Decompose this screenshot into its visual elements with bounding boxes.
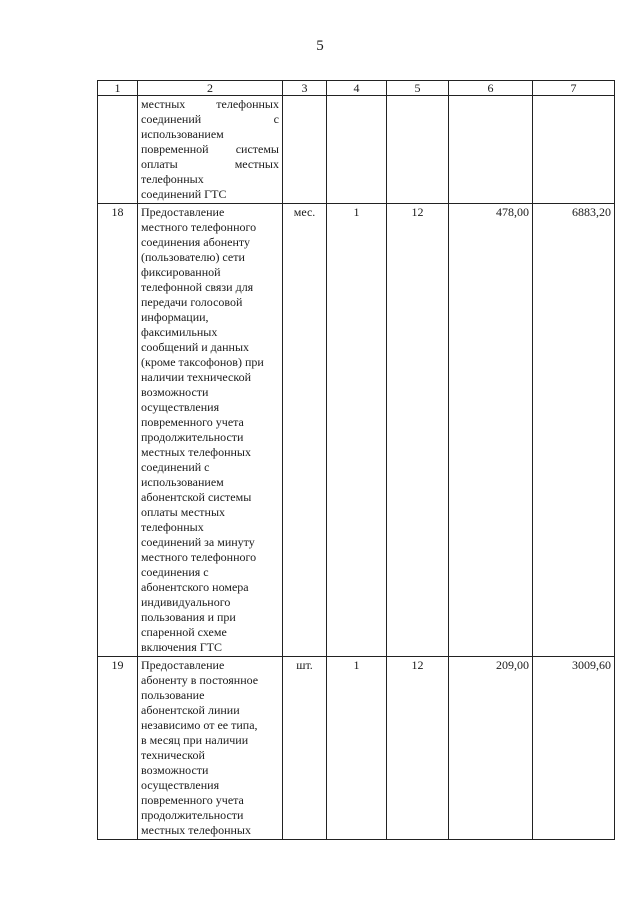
description-line: местных телефонных	[141, 445, 251, 459]
description-line: повременного учета	[141, 793, 244, 807]
column-header-4: 4	[327, 81, 387, 96]
description-line: абонентского номера	[141, 580, 249, 594]
description-line: соединений с	[141, 112, 279, 126]
column-header-5: 5	[387, 81, 449, 96]
quantity-cell: 1	[327, 657, 387, 840]
description-line: осуществления	[141, 400, 220, 414]
description-line: соединений ГТС	[141, 187, 227, 201]
description-line: пользования и при	[141, 610, 236, 624]
description-line: возможности	[141, 385, 209, 399]
column-header-6: 6	[449, 81, 533, 96]
description-line: использованием	[141, 127, 224, 141]
description-line: фиксированной	[141, 265, 221, 279]
description-line: осуществления	[141, 778, 220, 792]
quantity-cell: 1	[327, 204, 387, 657]
months-cell: 12	[387, 204, 449, 657]
description-line: абонентской линии	[141, 703, 240, 717]
description-line: продолжительности	[141, 808, 244, 822]
description-line: Предоставление	[141, 658, 225, 672]
description-line: индивидуального	[141, 595, 231, 609]
description-line: абоненту в постоянное	[141, 673, 259, 687]
unit-cell: шт.	[283, 657, 327, 840]
description-line: повременного учета	[141, 415, 244, 429]
description-line: телефонной связи для	[141, 280, 254, 294]
description-line: продолжительности	[141, 430, 244, 444]
description-line: соединения с	[141, 565, 209, 579]
description-line: Предоставление	[141, 205, 225, 219]
row-number: 18	[98, 204, 138, 657]
description-line: соединения абоненту	[141, 235, 250, 249]
description-line: телефонных	[141, 172, 204, 186]
description-line: местного телефонного	[141, 220, 257, 234]
unit-cell: мес.	[283, 204, 327, 657]
description-line: (кроме таксофонов) при	[141, 355, 264, 369]
description-line: оплаты местных	[141, 505, 226, 519]
months-cell: 12	[387, 657, 449, 840]
description-line: пользование	[141, 688, 205, 702]
description-line: местных телефонных	[141, 823, 251, 837]
description-line: сообщений и данных	[141, 340, 250, 354]
table-row	[98, 96, 615, 204]
description-line: факсимильных	[141, 325, 218, 339]
column-header-2: 2	[138, 81, 283, 96]
service-description	[138, 96, 283, 204]
row-number: 19	[98, 657, 138, 840]
months-cell	[387, 96, 449, 204]
column-header-3: 3	[283, 81, 327, 96]
table-row	[98, 657, 615, 840]
description-line: оплаты местных	[141, 157, 279, 171]
description-line: включения ГТС	[141, 640, 222, 654]
total-cell	[533, 96, 615, 204]
price-cell: 478,00	[449, 204, 533, 657]
description-line: местных телефонных	[141, 97, 279, 111]
description-line: технической	[141, 748, 205, 762]
tariff-table	[97, 80, 615, 840]
description-line: наличии технической	[141, 370, 252, 384]
description-line: использованием	[141, 475, 224, 489]
description-line: местного телефонного	[141, 550, 257, 564]
description-line: информации,	[141, 310, 209, 324]
table-row	[98, 204, 615, 657]
description-line: возможности	[141, 763, 209, 777]
description-line: соединений за минуту	[141, 535, 255, 549]
description-line: телефонных	[141, 520, 204, 534]
total-cell: 6883,20	[533, 204, 615, 657]
description-line: повременной системы	[141, 142, 279, 156]
unit-cell	[283, 96, 327, 204]
description-line: передачи голосовой	[141, 295, 243, 309]
description-line: абонентской системы	[141, 490, 252, 504]
description-line: спаренной схеме	[141, 625, 227, 639]
description-line: соединений с	[141, 460, 210, 474]
description-line: в месяц при наличии	[141, 733, 249, 747]
column-header-1: 1	[98, 81, 138, 96]
column-header-7: 7	[533, 81, 615, 96]
description-line: независимо от ее типа,	[141, 718, 258, 732]
price-cell	[449, 96, 533, 204]
total-cell: 3009,60	[533, 657, 615, 840]
description-line: (пользователю) сети	[141, 250, 245, 264]
price-cell: 209,00	[449, 657, 533, 840]
quantity-cell	[327, 96, 387, 204]
table-header-row	[98, 81, 615, 96]
service-description	[138, 657, 283, 840]
row-number	[98, 96, 138, 204]
page-number: 5	[316, 38, 324, 54]
service-description	[138, 204, 283, 657]
